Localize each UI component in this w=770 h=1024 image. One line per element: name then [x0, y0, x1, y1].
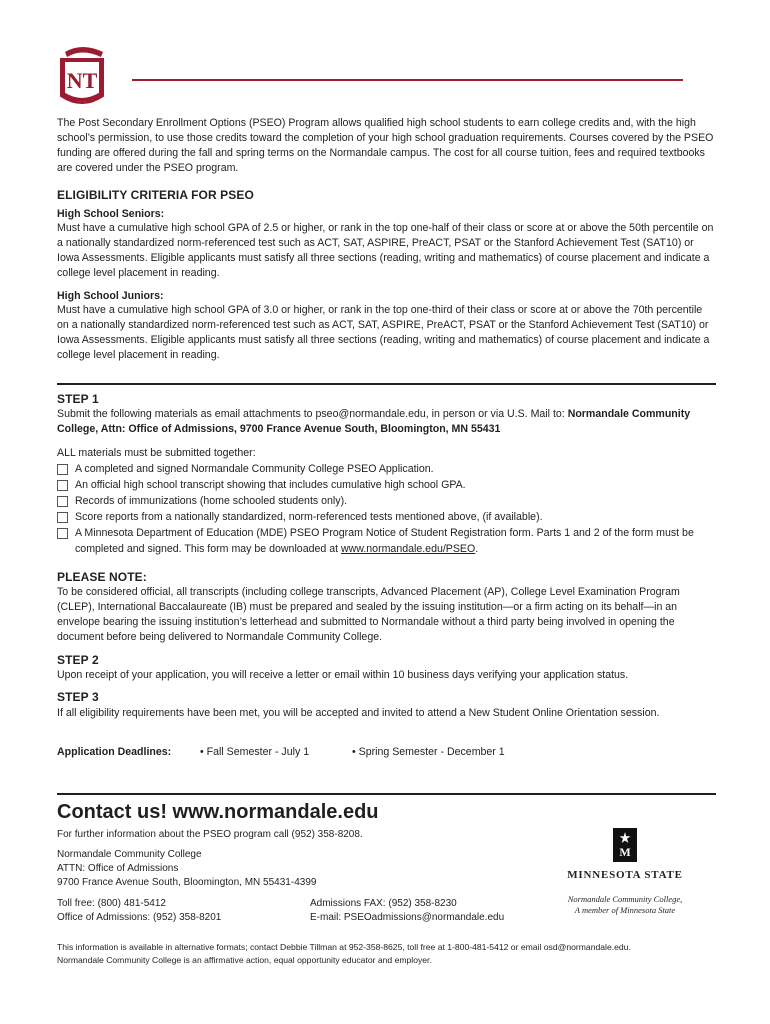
- deadlines-label: Application Deadlines:: [57, 746, 172, 758]
- contact-fax-email: [310, 897, 504, 925]
- divider-2: [57, 793, 716, 795]
- checkbox[interactable]: [57, 512, 68, 523]
- checkbox[interactable]: [57, 480, 68, 491]
- address-line: ATTN: Office of Admissions: [57, 863, 179, 874]
- header-rule: [132, 79, 683, 81]
- note-heading: PLEASE NOTE:: [57, 570, 147, 584]
- step1-list-title: ALL materials must be submitted together:: [57, 447, 256, 459]
- step2-heading: STEP 2: [57, 653, 99, 667]
- address-line: 9700 France Avenue South, Bloomington, MN 55431-4399: [57, 877, 317, 888]
- normandale-logo: [57, 44, 107, 110]
- checklist-item: An official high school transcript showing that includes cumulative high school GPA.: [57, 477, 717, 493]
- fax: Admissions FAX: (952) 358-8230: [310, 898, 457, 909]
- checkbox[interactable]: [57, 464, 68, 475]
- step3-heading: STEP 3: [57, 690, 99, 704]
- address-line: Normandale Community College: [57, 849, 202, 860]
- checklist-item: A completed and signed Normandale Community College PSEO Application.: [57, 461, 717, 477]
- footer-line: Normandale Community College is an affirmative action, equal opportunity educator and employer.: [57, 954, 432, 965]
- divider-1: [57, 383, 716, 385]
- checklist-item: A Minnesota Department of Education (MDE) PSEO Program Notice of Student Registration form. Parts 1 and 2 of the form must be completed and signed. This form may be downloaded at www.normandale.edu/PSEO.: [57, 525, 717, 557]
- step2-text: Upon receipt of your application, you will receive a letter or email within 10 business days verifying your application status.: [57, 669, 629, 681]
- step1-intro: [57, 407, 715, 437]
- deadline-spring: • Spring Semester - December 1: [352, 746, 505, 758]
- footer: [57, 941, 727, 966]
- step1-intro-plain: Submit the following materials as email attachments to pseo@normandale.edu, in person or via U.S. Mail to:: [57, 408, 568, 420]
- email[interactable]: E-mail: PSEOadmissions@normandale.edu: [310, 912, 505, 923]
- checkbox[interactable]: [57, 496, 68, 507]
- checklist-item: Records of immunizations (home schooled students only).: [57, 493, 717, 509]
- footer-line: This information is available in alternative formats; contact Debbie Tillman at 952-358-8625, toll free at 1-800-481-5412 or email osd@normandale.edu.: [57, 942, 631, 952]
- logo-letters: NT: [66, 68, 98, 93]
- minnesota-state-mark: [613, 828, 637, 862]
- minnesota-state-tagline: Normandale Community College, A member of Minnesota State: [567, 894, 683, 915]
- contact-heading: Contact us! www.normandale.edu: [57, 801, 379, 823]
- step3-text: If all eligibility requirements have been met, you will be accepted and invited to attend a New Student Online Orientation session.: [57, 707, 660, 719]
- star-icon: [613, 828, 637, 862]
- checkbox[interactable]: [57, 528, 68, 539]
- juniors-text: Must have a cumulative high school GPA of 3.0 or higher, or rank in the top one-third of their class or score at or above the 70th percentile on a nationally standardized norm-referenced test such as ACT, SAT, ASPIRE, PreACT, PSAT or the Stanford Achievement Test (SAT10) or Iowa Assessments. Eligible applicants must satisfy all three sections (reading, writing and mathematics) of course placement and indicate a college level placement in reading.: [57, 304, 710, 361]
- eligibility-heading: ELIGIBILITY CRITERIA FOR PSEO: [57, 188, 254, 202]
- minnesota-state-name: MINNESOTA STATE: [567, 869, 683, 881]
- seniors-text: Must have a cumulative high school GPA of 2.5 or higher, or rank in the top one-half of their class or score at or above the 50th percentile on a nationally standardized norm-referenced test such as ACT, SAT, ASPIRE, PreACT, PSAT or the Stanford Achievement Test (SAT10) or Iowa Assessments. Eligible applicants must satisfy all three sections (reading, writing and mathematics) of course placement and indicate a college level placement in reading.: [57, 222, 714, 279]
- juniors-title: High School Juniors:: [57, 290, 164, 302]
- toll-free: Toll free: (800) 481-5412: [57, 898, 166, 909]
- intro-paragraph: The Post Secondary Enrollment Options (PSEO) Program allows qualified high school students to earn college credits and, with the high school’s permission, to use those credits toward the completion of your high school graduation requirements. Courses covered by the PSEO funding are offered during the fall and spring terms on the Normandale campus. The cost for all course tuition, fees and required textbooks are covered under the PSEO program.: [57, 117, 714, 174]
- step1-heading: STEP 1: [57, 392, 99, 406]
- step1-intro-address: Normandale Community College, Attn: Office of Admissions, 9700 France Avenue South, Bloomington, MN 55431: [57, 408, 691, 435]
- seniors-title: High School Seniors:: [57, 208, 165, 220]
- svg-text:M: M: [619, 845, 631, 859]
- contact-address: [57, 848, 316, 890]
- materials-checklist: [57, 461, 717, 557]
- pseo-download-link[interactable]: www.normandale.edu/PSEO: [340, 543, 476, 555]
- contact-phones: [57, 897, 221, 925]
- note-text: To be considered official, all transcripts (including college transcripts, Advanced Placement (AP), College Level Examination Program (CLEP), International Baccalaureate (IB) must be prepared and sealed by the issuing institution—or a firm acting on its behalf—in an envelope bearing the issuing institution’s letterhead and submitted to Normandale without a third party being involved in opening the document before being delivered to Normandale Community College.: [57, 586, 680, 643]
- office-phone: Office of Admissions: (952) 358-8201: [57, 912, 222, 923]
- deadline-fall: • Fall Semester - July 1: [200, 746, 310, 758]
- contact-info: For further information about the PSEO program call (952) 358-8208.: [57, 829, 363, 840]
- checklist-item: Score reports from a nationally standardized, norm-referenced tests mentioned above, (if available).: [57, 509, 717, 525]
